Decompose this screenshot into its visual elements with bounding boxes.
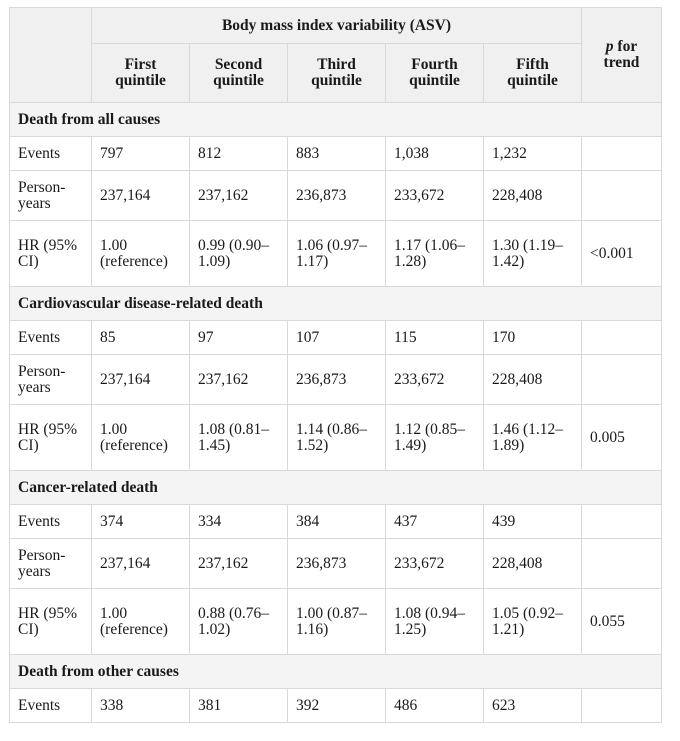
quintile-header: Fourth quintile — [386, 44, 484, 103]
row-label: HR (95% CI) — [10, 405, 92, 471]
table-row — [10, 171, 662, 221]
value-cell: 437 — [386, 505, 484, 539]
trend-header — [582, 8, 662, 103]
value-cell: 237,162 — [190, 171, 288, 221]
value-cell: 1.46 (1.12–1.89) — [484, 405, 582, 471]
value-cell: 1.08 (0.94–1.25) — [386, 589, 484, 655]
results-table — [9, 7, 662, 723]
value-cell: 237,164 — [92, 539, 190, 589]
value-cell: 237,162 — [190, 355, 288, 405]
section-title: Death from all causes — [10, 103, 662, 137]
table-body — [10, 103, 662, 723]
value-cell: 233,672 — [386, 355, 484, 405]
row-label: Events — [10, 321, 92, 355]
row-label: Person-years — [10, 539, 92, 589]
value-cell: 228,408 — [484, 539, 582, 589]
value-cell: 237,164 — [92, 171, 190, 221]
p-trend-cell — [582, 689, 662, 723]
value-cell: 812 — [190, 137, 288, 171]
trend-p: p — [605, 38, 614, 55]
quintile-header: Fifth quintile — [484, 44, 582, 103]
section-row — [10, 287, 662, 321]
section-title: Cardiovascular disease-related death — [10, 287, 662, 321]
value-cell: 228,408 — [484, 171, 582, 221]
value-cell: 797 — [92, 137, 190, 171]
value-cell: 334 — [190, 505, 288, 539]
row-label: Person-years — [10, 171, 92, 221]
value-cell: 338 — [92, 689, 190, 723]
quintile-header: Third quintile — [288, 44, 386, 103]
table-row — [10, 405, 662, 471]
section-row — [10, 471, 662, 505]
value-cell: 237,162 — [190, 539, 288, 589]
value-cell: 1.00 (reference) — [92, 589, 190, 655]
value-cell: 1,038 — [386, 137, 484, 171]
value-cell: 1.00 (reference) — [92, 405, 190, 471]
value-cell: 374 — [92, 505, 190, 539]
value-cell: 233,672 — [386, 539, 484, 589]
row-label: HR (95% CI) — [10, 221, 92, 287]
p-trend-cell — [582, 505, 662, 539]
table-row — [10, 321, 662, 355]
p-trend-cell: 0.005 — [582, 405, 662, 471]
p-trend-cell: 0.055 — [582, 589, 662, 655]
corner-cell — [10, 8, 92, 103]
value-cell: 236,873 — [288, 355, 386, 405]
row-label: Events — [10, 689, 92, 723]
row-label: HR (95% CI) — [10, 589, 92, 655]
value-cell: 883 — [288, 137, 386, 171]
row-label: Events — [10, 505, 92, 539]
value-cell: 228,408 — [484, 355, 582, 405]
row-label: Person-years — [10, 355, 92, 405]
value-cell: 85 — [92, 321, 190, 355]
value-cell: 115 — [386, 321, 484, 355]
value-cell: 1.17 (1.06–1.28) — [386, 221, 484, 287]
value-cell: 97 — [190, 321, 288, 355]
group-header: Body mass index variability (ASV) — [92, 8, 582, 44]
table-row — [10, 221, 662, 287]
trend-rest: for trend — [603, 38, 640, 71]
value-cell: 384 — [288, 505, 386, 539]
value-cell: 1.14 (0.86–1.52) — [288, 405, 386, 471]
p-trend-cell — [582, 137, 662, 171]
p-trend-cell — [582, 539, 662, 589]
table-row — [10, 539, 662, 589]
table-row — [10, 505, 662, 539]
table-row — [10, 689, 662, 723]
value-cell: 237,164 — [92, 355, 190, 405]
value-cell: 439 — [484, 505, 582, 539]
table-row — [10, 589, 662, 655]
value-cell: 0.88 (0.76–1.02) — [190, 589, 288, 655]
value-cell: 1.05 (0.92–1.21) — [484, 589, 582, 655]
value-cell: 236,873 — [288, 171, 386, 221]
value-cell: 0.99 (0.90–1.09) — [190, 221, 288, 287]
section-row — [10, 103, 662, 137]
value-cell: 233,672 — [386, 171, 484, 221]
value-cell: 381 — [190, 689, 288, 723]
value-cell: 1.06 (0.97–1.17) — [288, 221, 386, 287]
value-cell: 236,873 — [288, 539, 386, 589]
value-cell: 107 — [288, 321, 386, 355]
p-trend-cell: <0.001 — [582, 221, 662, 287]
section-title: Cancer-related death — [10, 471, 662, 505]
p-trend-cell — [582, 171, 662, 221]
value-cell: 1.00 (0.87–1.16) — [288, 589, 386, 655]
section-title: Death from other causes — [10, 655, 662, 689]
p-trend-cell — [582, 355, 662, 405]
table-row — [10, 137, 662, 171]
value-cell: 1.12 (0.85–1.49) — [386, 405, 484, 471]
p-trend-cell — [582, 321, 662, 355]
section-row — [10, 655, 662, 689]
value-cell: 392 — [288, 689, 386, 723]
quintile-header: First quintile — [92, 44, 190, 103]
value-cell: 486 — [386, 689, 484, 723]
value-cell: 1.08 (0.81–1.45) — [190, 405, 288, 471]
value-cell: 623 — [484, 689, 582, 723]
value-cell: 1.30 (1.19–1.42) — [484, 221, 582, 287]
quintile-header: Second quintile — [190, 44, 288, 103]
value-cell: 170 — [484, 321, 582, 355]
table-row — [10, 355, 662, 405]
row-label: Events — [10, 137, 92, 171]
value-cell: 1.00 (reference) — [92, 221, 190, 287]
value-cell: 1,232 — [484, 137, 582, 171]
